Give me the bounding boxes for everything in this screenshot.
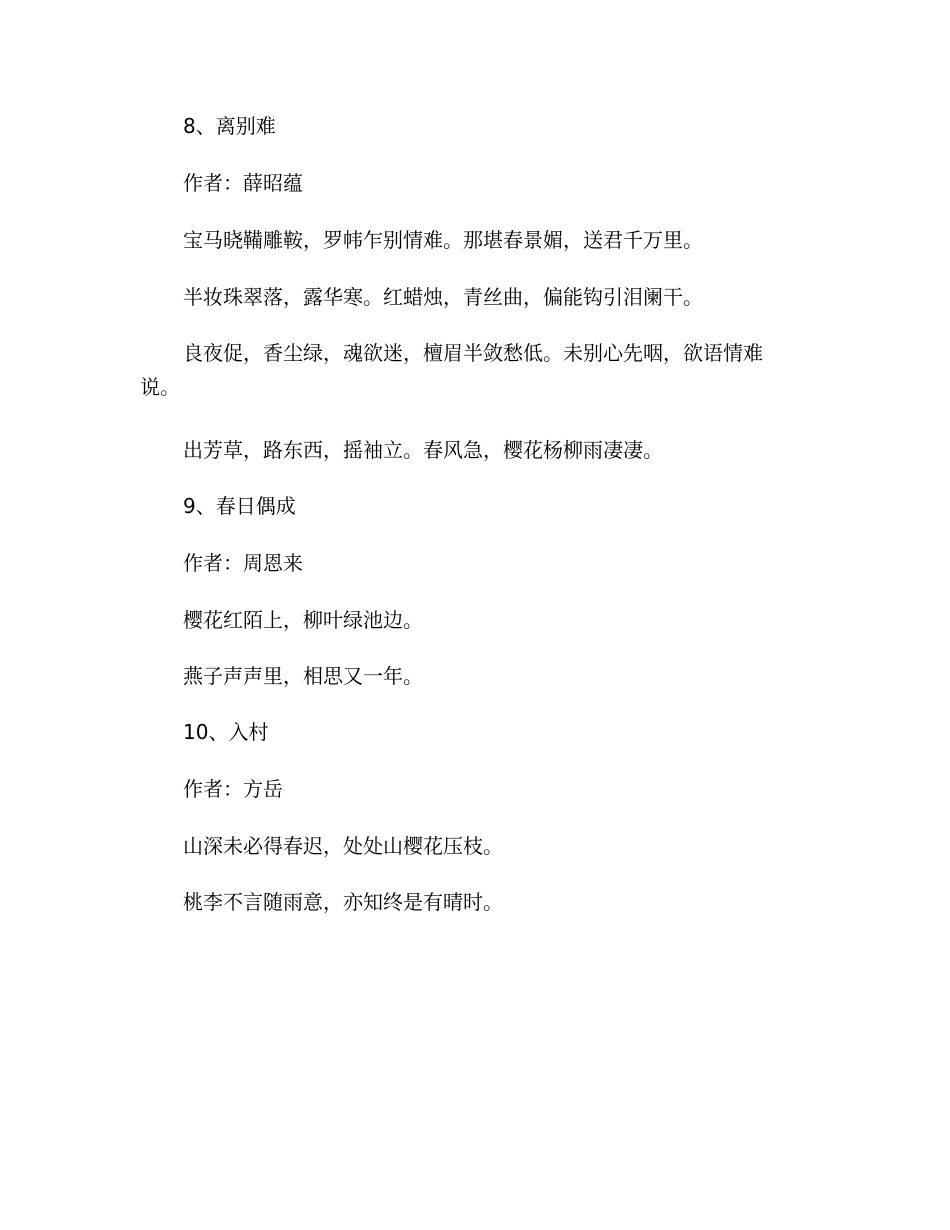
poem-10-line-2: 桃李不言随雨意，亦知终是有晴时。 [183, 890, 503, 914]
poem-9-title: 9、春日偶成 [183, 494, 296, 518]
poem-10-author: 作者：方岳 [183, 777, 283, 801]
poem-8-line-1: 宝马晓鞴雕鞍，罗帏乍别情难。那堪春景媚，送君千万里。 [183, 228, 703, 252]
poem-10-line-1: 山深未必得春迟，处处山樱花压枝。 [183, 834, 503, 858]
poem-9-author: 作者：周恩来 [183, 551, 303, 575]
poem-9-line-1: 樱花红陌上，柳叶绿池边。 [183, 608, 423, 632]
poem-10-title: 10、入村 [183, 720, 269, 744]
poem-9-line-2: 燕子声声里，相思又一年。 [183, 664, 423, 688]
poem-8-line-2: 半妆珠翠落，露华寒。红蜡烛，青丝曲，偏能钩引泪阑干。 [183, 285, 703, 309]
poem-8-line-3: 良夜促，香尘绿，魂欲迷，檀眉半敛愁低。未别心先咽，欲语情难说。 [140, 341, 763, 399]
poem-8-line-4: 出芳草，路东西，摇袖立。春风急，樱花杨柳雨凄凄。 [183, 438, 663, 462]
poem-8-title: 8、离别难 [183, 114, 276, 138]
poem-8-author: 作者：薛昭蕴 [183, 171, 303, 195]
